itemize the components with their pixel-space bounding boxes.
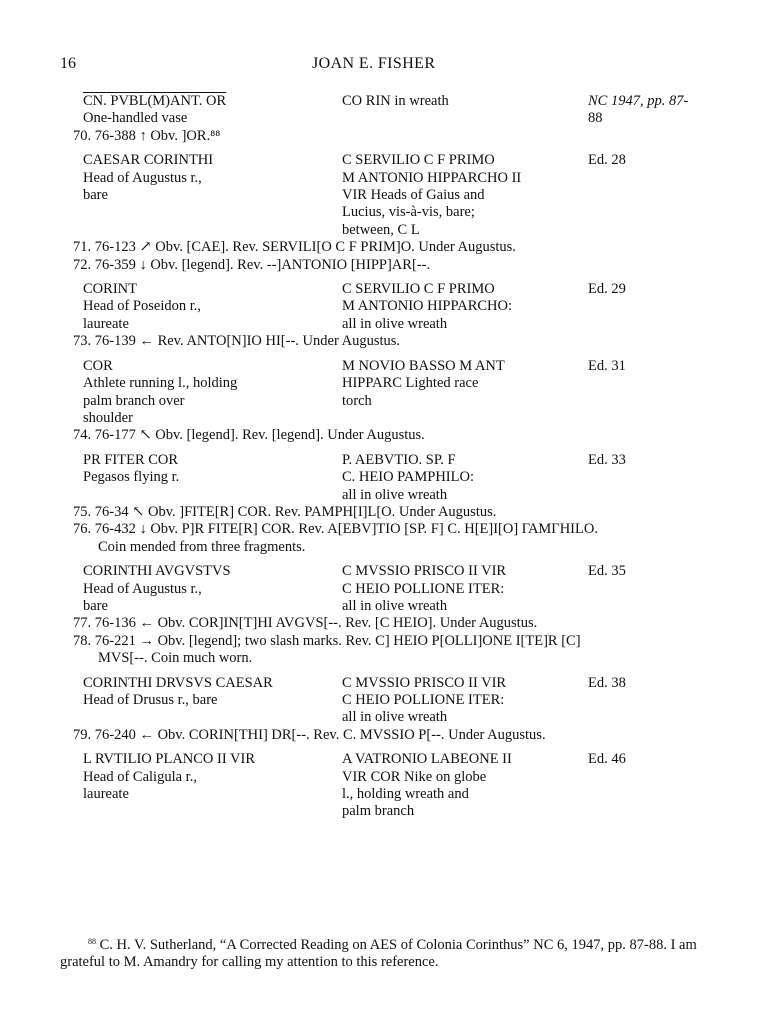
reference: Ed. 33	[588, 451, 626, 468]
coin-record: 76. 76-432 ↓ Obv. P]R FITE[R] COR. Rev. A[EBV]TIO [SP. F] C. H[E]I[O] ΓΑΜΓΗΙLO. Coin mended from three fragments.	[73, 521, 598, 555]
catalogue-entry	[73, 451, 703, 556]
reference: Ed. 38	[588, 674, 626, 691]
obverse-description: COR Athlete running l., holding palm branch over shoulder	[83, 358, 342, 428]
reference: NC 1947, pp. 87- 88	[588, 93, 689, 127]
reference: Ed. 29	[588, 281, 626, 298]
reference: Ed. 35	[588, 563, 626, 580]
obverse-legend: PR FITER COR	[83, 451, 179, 468]
footnote-mark: 88	[88, 937, 96, 946]
coin-catalogue	[73, 93, 703, 828]
reverse-description: CO RIN in wreath	[342, 93, 449, 109]
obverse-description: L RVTILIO PLANCO II VIR Head of Caligula r., laureate	[83, 751, 342, 821]
obverse-legend: CORINT	[83, 281, 137, 298]
coin-record: 74. 76-177 ↖ Obv. [legend]. Rev. [legend]. Under Augustus.	[73, 427, 425, 444]
coin-record: 77. 76-136 ← Obv. COR]IN[T]HI AVGVS[--. Rev. [C HEIO]. Under Augustus.	[73, 615, 538, 632]
reference: Ed. 28	[588, 152, 626, 169]
coin-record: 75. 76-34 ↖ Obv. ]FITE[R] COR. Rev. PAMPH[I]L[O. Under Augustus.	[73, 503, 497, 520]
coin-record: 72. 76-359 ↓ Obv. [legend]. Rev. --]ANTONIO [HIPP]AR[--.	[73, 256, 431, 273]
catalogue-entry	[73, 563, 703, 667]
reverse-description: A VATRONIO LABEONE II VIR COR Nike on globe l., holding wreath and palm branch	[342, 751, 512, 820]
obverse-legend: CORINTHI AVGVSTVS	[83, 563, 231, 580]
catalogue-entry	[73, 93, 703, 145]
catalogue-entry	[83, 751, 703, 821]
footnote-text: C. H. V. Sutherland, “A Corrected Reading on AES of Colonia Corinthus” NC 6, 1947, pp. 87-88. I am grateful to M. Amandry for calling my attention to this reference.	[60, 937, 697, 971]
running-title: JOAN E. FISHER	[312, 55, 436, 72]
reverse-description: C SERVILIO C F PRIMO M ANTONIO HIPPARCHO II VIR Heads of Gaius and Lucius, vis-à-vis, bare; between, C L	[342, 152, 522, 238]
page-number: 16	[60, 55, 76, 72]
obverse-legend: COR	[83, 357, 113, 374]
coin-record: 70. 76-388 ↑ Obv. ]OR.⁸⁸	[73, 127, 221, 144]
obverse-description: CORINTHI AVGVSTVS Head of Augustus r., bare	[83, 563, 342, 615]
coin-record: 71. 76-123 ↗ Obv. [CAE]. Rev. SERVILI[O C F PRIM]O. Under Augustus.	[73, 239, 516, 256]
reference: Ed. 31	[588, 357, 626, 374]
obverse-legend: CORINTHI DRVSVS CAESAR	[83, 674, 273, 691]
reverse-description: C SERVILIO C F PRIMO M ANTONIO HIPPARCHO: all in olive wreath	[342, 281, 513, 332]
reverse-description: C MVSSIO PRISCO II VIR C HEIO POLLIONE ITER: all in olive wreath	[342, 674, 507, 726]
obverse-legend: CN. PVBL(M)ANT. OR	[83, 93, 227, 109]
obverse-legend: CAESAR CORINTHI	[83, 152, 214, 169]
reference: Ed. 46	[588, 751, 626, 768]
obverse-description: CN. PVBL(M)ANT. OR One-handled vase	[83, 93, 342, 128]
obverse-description: CAESAR CORINTHI Head of Augustus r., bare	[83, 152, 342, 239]
obverse-description: CORINT Head of Poseidon r., laureate	[83, 281, 342, 333]
obverse-description: CORINTHI DRVSVS CAESAR Head of Drusus r., bare	[83, 675, 342, 727]
catalogue-entry	[73, 281, 703, 351]
catalogue-entry	[73, 674, 703, 745]
coin-record: 79. 76-240 ← Obv. CORIN[THI] DR[--. Rev. C. MVSSIO P[--. Under Augustus.	[73, 726, 546, 743]
coin-record: 73. 76-139 ← Rev. ANTO[N]IO HI[--. Under Augustus.	[73, 333, 401, 350]
footnote	[60, 933, 700, 972]
catalogue-entry	[73, 357, 703, 445]
coin-record: 78. 76-221 → Obv. [legend]; two slash marks. Rev. C] HEIO P[OLLI]ONE I[TE]R [C] MVS[--. Coin much worn.	[73, 632, 581, 667]
catalogue-entry	[73, 152, 703, 274]
reverse-description: M NOVIO BASSO M ANT HIPPARC Lighted race torch	[342, 357, 505, 409]
obverse-description: PR FITER COR Pegasos flying r.	[83, 452, 342, 504]
reverse-description: P. AEBVTIO. SP. F C. HEIO PAMPHILO: all in olive wreath	[342, 451, 474, 503]
reverse-description: C MVSSIO PRISCO II VIR C HEIO POLLIONE ITER: all in olive wreath	[342, 563, 507, 614]
obverse-legend: L RVTILIO PLANCO II VIR	[83, 751, 256, 768]
